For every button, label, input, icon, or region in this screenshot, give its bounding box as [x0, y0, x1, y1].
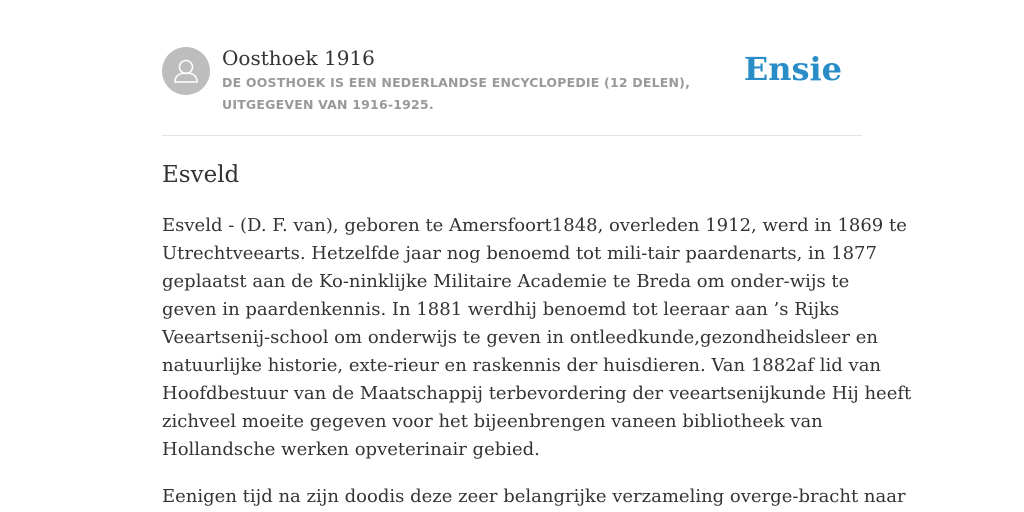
source-avatar[interactable]	[162, 47, 210, 95]
user-icon	[162, 47, 210, 95]
header-divider	[162, 135, 862, 136]
text-line: Veeartsenij-school om onderwijs te geven in ontleedkunde,gezondheidsleer en	[162, 327, 878, 348]
source-description: DE OOSTHOEK IS EEN NEDERLANDSE ENCYCLOPEDIE (12 DELEN), UITGEGEVEN VAN 1916-1925.	[222, 75, 691, 112]
text-line: geplaatst aan de Ko-ninklijke Militaire Academie te Breda om onder-wijs te	[162, 271, 850, 292]
text-line: Hoofdbestuur van de Maatschappij terbevordering der veeartsenijkunde Hij heeft	[162, 383, 912, 404]
text-line: Esveld - (D. F. van), geboren te Amersfoort1848, overleden 1912, werd in 1869 te	[162, 215, 907, 236]
text-line: natuurlijke historie, exte-rieur en raskennis der huisdieren. Van 1882af lid van	[162, 355, 882, 376]
text-line: Hollandsche werken opveterinair gebied.	[162, 439, 540, 460]
text-line: zichveel moeite gegeven voor het bijeenbrengen vaneen bibliotheek van	[162, 411, 823, 432]
text-line: geven in paardenkennis. In 1881 werdhij benoemd tot leeraar aan ’s Rijks	[162, 299, 840, 320]
entry-paragraph-1	[162, 212, 912, 464]
ensie-logo[interactable]: Ensie	[743, 50, 842, 88]
entry-paragraph-2	[162, 483, 906, 511]
entry-title: Esveld	[162, 162, 240, 188]
source-title[interactable]: Oosthoek 1916	[222, 46, 375, 70]
entry-body	[162, 212, 912, 511]
paragraph-spacer	[162, 464, 862, 483]
source-header	[162, 45, 862, 115]
text-line: Eenigen tijd na zijn doodis deze zeer belangrijke verzameling overge-bracht naar	[162, 486, 906, 507]
text-line: Utrechtveearts. Hetzelfde jaar nog benoemd tot mili-tair paardenarts, in 1877	[162, 243, 877, 264]
